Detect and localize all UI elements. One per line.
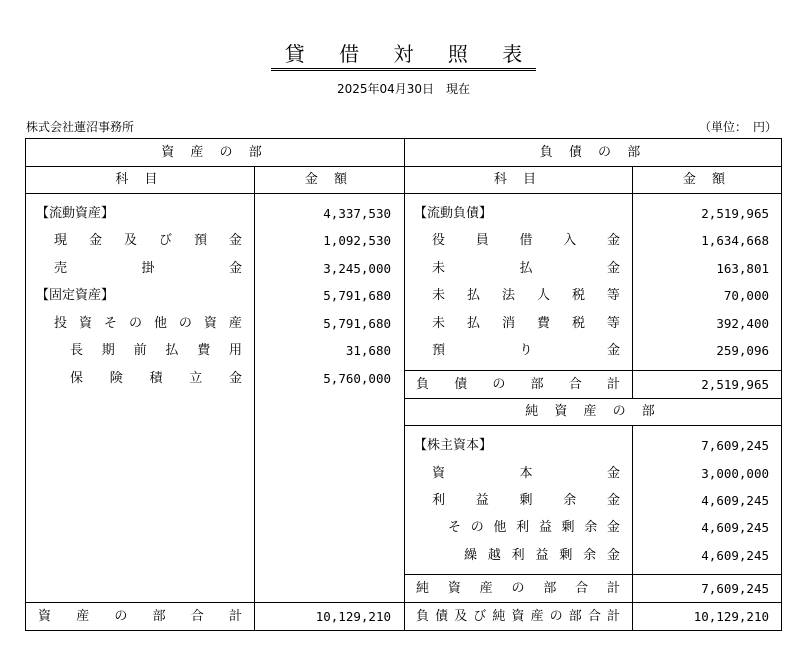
net-row-label: 利 益 剰 余 金 xyxy=(432,493,620,508)
liab-row-label: 役 員 借 入 金 xyxy=(432,233,620,248)
net-total-top-line xyxy=(404,574,782,575)
asset-row-label: 投 資 そ の 他 の 資 産 xyxy=(54,316,242,331)
grand-total-amount: 10,129,210 xyxy=(693,609,769,624)
net-row-label: 【株主資本】 xyxy=(414,438,493,453)
liab-row-amount: 392,400 xyxy=(716,316,769,331)
net-row-label: そ の 他 利 益 剰 余 金 xyxy=(448,520,620,535)
asset-row-label: 【流動資産】 xyxy=(36,206,115,221)
grand-total-top-line xyxy=(25,602,782,603)
liab-row-label: 預 り 金 xyxy=(432,343,620,358)
liab-row-label: 【流動負債】 xyxy=(414,206,493,221)
liab-total-amount: 2,519,965 xyxy=(701,377,769,392)
asset-row-amount: 5,791,680 xyxy=(323,316,391,331)
asset-row-amount: 4,337,530 xyxy=(323,206,391,221)
page-title: 貸 借 対 照 表 xyxy=(0,38,807,67)
asset-row-amount: 3,245,000 xyxy=(323,261,391,276)
assets-total-label: 資 産 の 部 合 計 xyxy=(38,609,242,624)
assets-section-header: 資 産 の 部 xyxy=(161,145,268,160)
asset-row-label: 保 険 積 立 金 xyxy=(70,371,242,386)
header-row-line-1 xyxy=(25,166,782,167)
liab-amount-divider-a xyxy=(632,166,633,398)
net-assets-header-line xyxy=(404,425,782,426)
net-assets-section-header: 純 資 産 の 部 xyxy=(525,404,661,419)
asset-row-amount: 5,760,000 xyxy=(323,371,391,386)
asset-row-label: 現 金 及 び 預 金 xyxy=(54,233,242,248)
liab-row-amount: 70,000 xyxy=(723,288,769,303)
liab-row-amount: 163,801 xyxy=(716,261,769,276)
liab-total-top-line xyxy=(404,370,782,371)
liabilities-section-header: 負 債 の 部 xyxy=(539,145,647,160)
company-name: 株式会社蓮沼事務所 xyxy=(26,120,135,134)
net-row-amount: 4,609,245 xyxy=(701,493,769,508)
liab-amount-header: 金 額 xyxy=(682,172,732,187)
asset-row-label: 長 期 前 払 費 用 xyxy=(70,343,242,358)
asset-row-amount: 31,680 xyxy=(345,343,391,358)
header-row-line-2 xyxy=(25,193,782,194)
net-row-amount: 7,609,245 xyxy=(701,438,769,453)
grand-total-label: 負 債 及 び 純 資 産 の 部 合 計 xyxy=(416,609,620,624)
asset-row-label: 売 掛 金 xyxy=(54,261,242,276)
liab-row-amount: 259,096 xyxy=(716,343,769,358)
table-left-border xyxy=(25,138,26,631)
liab-row-amount: 2,519,965 xyxy=(701,206,769,221)
asset-row-amount: 5,791,680 xyxy=(323,288,391,303)
liab-row-label: 未 払 消 費 税 等 xyxy=(432,316,620,331)
asset-row-label: 【固定資産】 xyxy=(36,288,115,303)
net-row-amount: 3,000,000 xyxy=(701,466,769,481)
net-row-amount: 4,609,245 xyxy=(701,520,769,535)
liab-row-label: 未 払 金 xyxy=(432,261,620,276)
unit-label: （単位： 円） xyxy=(698,120,777,134)
net-total-amount: 7,609,245 xyxy=(701,581,769,596)
assets-item-header: 科 目 xyxy=(115,172,164,187)
assets-amount-header: 金 額 xyxy=(304,172,354,187)
net-row-label: 繰 越 利 益 剰 余 金 xyxy=(464,548,620,563)
liab-total-bottom-line xyxy=(404,398,782,399)
report-date: 2025年04月30日 現在 xyxy=(336,82,471,96)
net-total-label: 純 資 産 の 部 合 計 xyxy=(416,581,620,596)
liab-total-label: 負 債 の 部 合 計 xyxy=(416,377,620,392)
net-row-label: 資 本 金 xyxy=(432,466,620,481)
net-row-amount: 4,609,245 xyxy=(701,548,769,563)
table-right-border xyxy=(781,138,782,631)
table-center-divider xyxy=(404,138,405,631)
liab-item-header: 科 目 xyxy=(493,172,543,187)
liab-row-label: 未 払 法 人 税 等 xyxy=(432,288,620,303)
asset-row-amount: 1,092,530 xyxy=(323,233,391,248)
assets-total-amount: 10,129,210 xyxy=(315,609,391,624)
liab-row-amount: 1,634,668 xyxy=(701,233,769,248)
